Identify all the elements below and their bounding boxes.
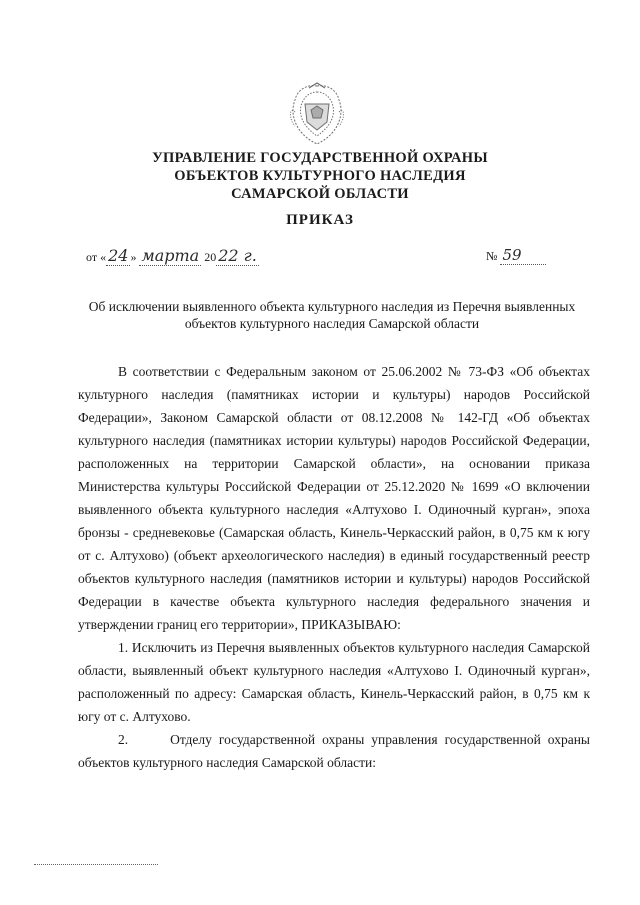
date-mid: » <box>130 250 140 264</box>
date-month: марта <box>141 246 200 265</box>
date-year-prefix: 20 <box>201 250 217 264</box>
date-year-suffix: 22 г. <box>218 246 257 265</box>
order-date <box>86 246 259 265</box>
order-body <box>78 360 594 774</box>
footer-dotted-line <box>34 864 158 865</box>
title-line-2: объектов культурного наследия Самарской области <box>184 316 480 331</box>
date-prefix: от « <box>86 250 107 264</box>
preamble-paragraph: В соответствии с Федеральным законом от 25.06.2002 № 73-ФЗ «Об объектах культурного наследия (памятниках истории и культуры) народов Российской Федерации», Законом Самарской области от 08.12.2008 № 142-ГД «Об объектах культурного наследия (памятниках истории культуры) народов Российской Федерации, расположенных на территории Самарской области», на основании приказа Министерства культуры Российской Федерации от 25.12.2020 № 1699 «О включении выявленного объекта культурного наследия «Алтухово I. Одиночный курган», эпоха бронзы - средневековье (Самарская область, Кинель-Черкасский район, в 0,75 км к югу от с. Алтухово) (объект археологического наследия) в единый государственный реестр объектов культурного наследия (памятников истории и культуры) народов Российской Федерации в качестве объекта культурного наследия федерального значения и утверждении границ его территории», ПРИКАЗЫВАЮ: <box>78 364 590 632</box>
item-1-paragraph: 1. Исключить из Перечня выявленных объектов культурного наследия Самарской области, выявленный объект культурного наследия «Алтухово I. Одиночный курган», расположенный по адресу: Самарская область, Кинель-Черкасский район, в 0,75 км к югу от с. Алтухово. <box>78 640 590 724</box>
number-value: 59 <box>500 246 546 265</box>
org-line-3: САМАРСКОЙ ОБЛАСТИ <box>231 186 409 202</box>
org-line-1: УПРАВЛЕНИЕ ГОСУДАРСТВЕННОЙ ОХРАНЫ <box>152 150 488 166</box>
document-type: ПРИКАЗ <box>286 212 354 228</box>
date-day: 24 <box>108 246 129 265</box>
order-title <box>72 298 592 332</box>
org-line-2: ОБЪЕКТОВ КУЛЬТУРНОГО НАСЛЕДИЯ <box>174 168 466 184</box>
organization-name <box>0 149 640 203</box>
title-line-1: Об исключении выявленного объекта культурного наследия из Перечня выявленных <box>88 299 576 314</box>
item-2-paragraph: 2. Отделу государственной охраны управления государственной охраны объектов культурного наследия Самарской области: <box>78 732 594 770</box>
order-number <box>486 246 546 265</box>
number-sign: № <box>486 249 498 263</box>
coat-of-arms-emblem <box>287 82 347 146</box>
